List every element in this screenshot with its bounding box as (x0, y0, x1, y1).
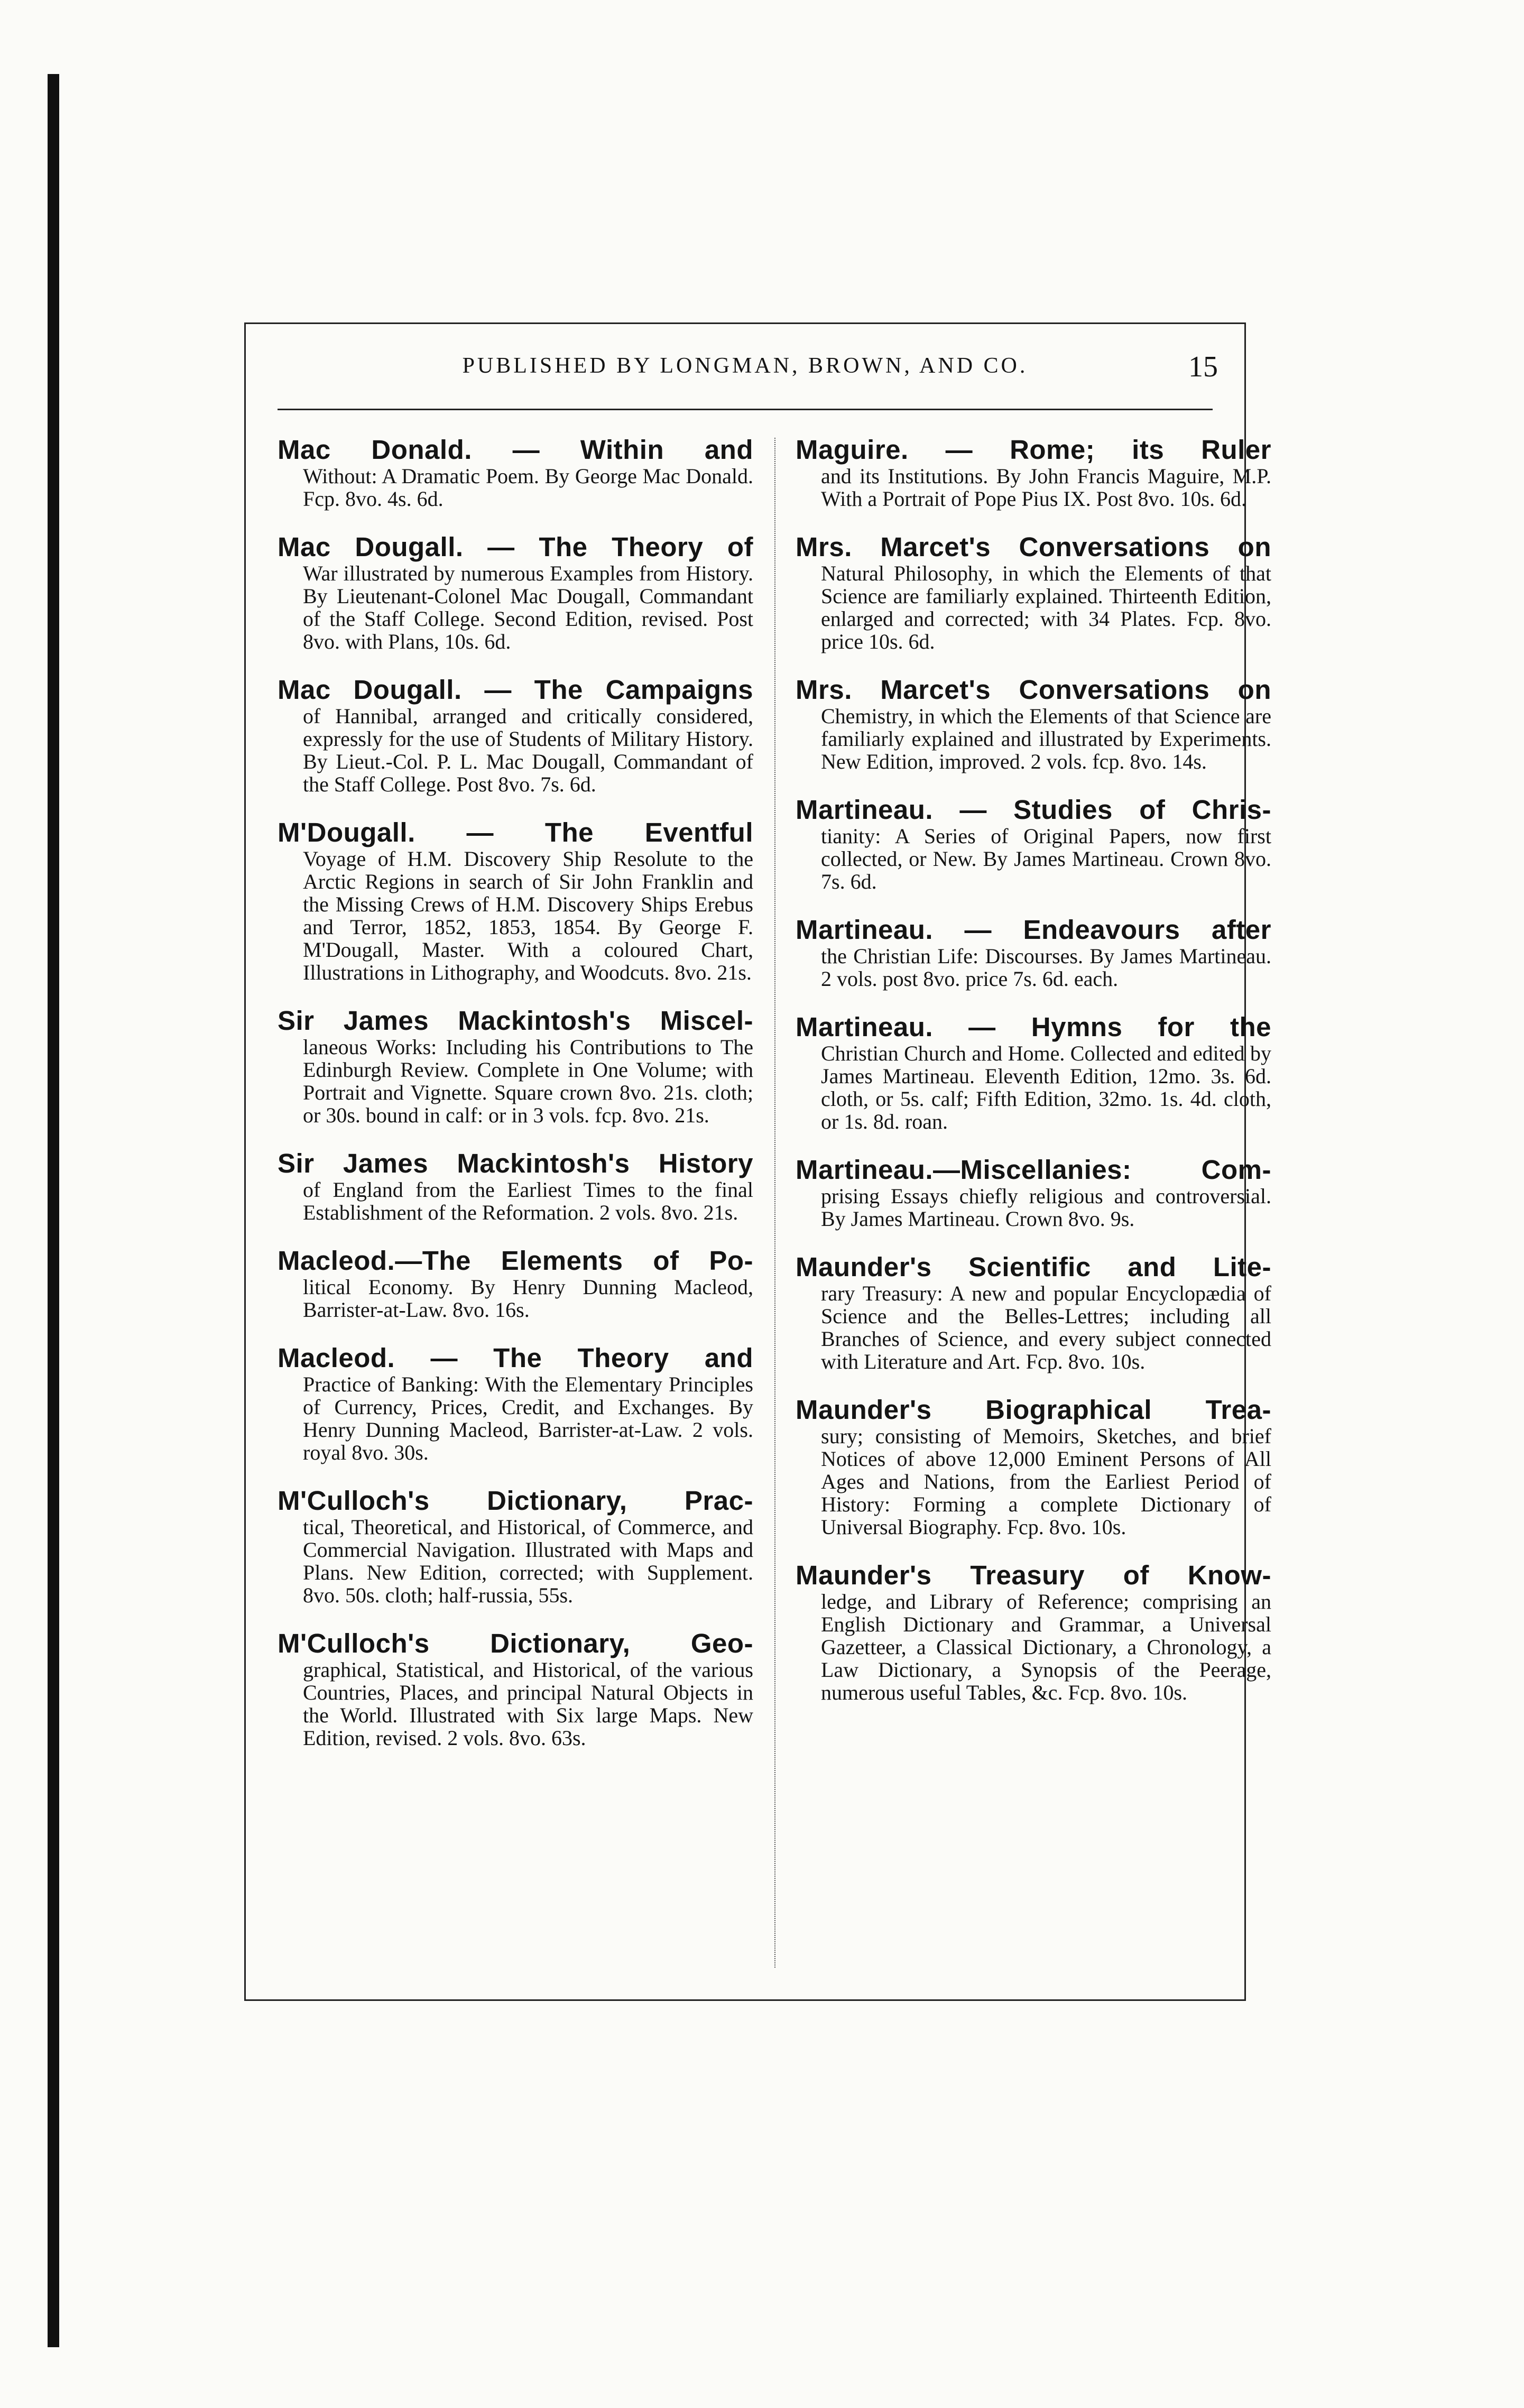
entry-heading: Mac Dougall. — The Campaigns (278, 675, 753, 705)
catalogue-entry (278, 1006, 753, 1127)
entry-text: the Christian Life: Discourses. By James Martineau. 2 vols. post 8vo. price 7s. 6d. each. (821, 944, 1271, 991)
entry-text: Chemistry, in which the Elements of that Science are familiarly explained and illustrated by Experiments. New Edition, improved. 2 vols. fcp. 8vo. 14s. (821, 704, 1271, 773)
scan-edge-shadow (48, 74, 59, 2347)
entry-text: prising Essays chiefly religious and controversial. By James Martineau. Crown 8vo. 9s. (821, 1184, 1271, 1231)
page-header (246, 350, 1244, 395)
entry-text: and its Institutions. By John Francis Maguire, M.P. With a Portrait of Pope Pius IX. Post 8vo. 10s. 6d. (821, 464, 1271, 511)
entry-text: Practice of Banking: With the Elementary Principles of Currency, Prices, Credit, and Exchanges. By Henry Dunning Macleod, Barrister-at-Law. 2 vols. royal 8vo. 30s. (303, 1372, 753, 1464)
left-column (278, 435, 753, 1772)
entry-heading: Maunder's Scientific and Lite- (796, 1252, 1271, 1282)
entry-text: Without: A Dramatic Poem. By George Mac Donald. Fcp. 8vo. 4s. 6d. (303, 464, 753, 511)
entry-text: sury; consisting of Memoirs, Sketches, and brief Notices of above 12,000 Eminent Persons of All Ages and Nations, from the Earliest Period of History: Forming a complete Dictionary of Universal Biography. Fcp. 8vo. 10s. (821, 1424, 1271, 1539)
entry-heading: Mac Donald. — Within and (278, 435, 753, 465)
catalogue-entry (278, 1343, 753, 1464)
entry-heading: Macleod.—The Elements of Po- (278, 1245, 753, 1276)
entry-heading: Martineau. — Hymns for the (796, 1012, 1271, 1042)
entry-text: litical Economy. By Henry Dunning Macleod, Barrister-at-Law. 8vo. 16s. (303, 1275, 753, 1322)
catalogue-entry (796, 1395, 1271, 1538)
entry-heading: Martineau.—Miscellanies: Com- (796, 1155, 1271, 1185)
entry-heading: Martineau. — Endeavours after (796, 915, 1271, 945)
catalogue-entry (796, 675, 1271, 773)
running-title: PUBLISHED BY LONGMAN, BROWN, AND CO. (462, 354, 1028, 378)
column-divider (774, 438, 775, 1968)
entry-heading: Martineau. — Studies of Chris- (796, 795, 1271, 825)
entry-heading: Sir James Mackintosh's Miscel- (278, 1005, 753, 1036)
entry-text: ledge, and Library of Reference; comprising an English Dictionary and Grammar, a Universal Gazetteer, a Classical Dictionary, a Chronology, a Law Dictionary, a Synopsis of the Peerage, numerous useful Tables, &c. Fcp. 8vo. 10s. (821, 1590, 1271, 1704)
catalogue-entry (796, 1561, 1271, 1704)
entry-heading: Maunder's Biographical Trea- (796, 1395, 1271, 1425)
catalogue-entry (278, 1246, 753, 1321)
header-rule (278, 409, 1213, 410)
catalogue-entry (278, 675, 753, 796)
entry-text: Natural Philosophy, in which the Elements of that Science are familiarly explained. Thirteenth Edition, enlarged and corrected; with 34 Plates. Fcp. 8vo. price 10s. 6d. (821, 561, 1271, 653)
catalogue-entry (278, 818, 753, 984)
entry-heading: Mrs. Marcet's Conversations on (796, 675, 1271, 705)
entry-heading: Mac Dougall. — The Theory of (278, 532, 753, 562)
catalogue-entry (796, 435, 1271, 510)
entry-text: tianity: A Series of Original Papers, now first collected, or New. By James Martineau. Crown 8vo. 7s. 6d. (821, 824, 1271, 893)
catalogue-entry (278, 435, 753, 510)
entry-text: of England from the Earliest Times to the final Establishment of the Reformation. 2 vols. 8vo. 21s. (303, 1178, 753, 1224)
entry-text: tical, Theoretical, and Historical, of Commerce, and Commercial Navigation. Illustrated with Maps and Plans. New Edition, corrected; with Supplement. 8vo. 50s. cloth; half-russia, 55s. (303, 1515, 753, 1607)
entry-text: laneous Works: Including his Contributions to The Edinburgh Review. Complete in One Volume; with Portrait and Vignette. Square crown 8vo. 21s. cloth; or 30s. bound in calf: or in 3 vols. fcp. 8vo. 21s. (303, 1035, 753, 1127)
entry-text: graphical, Statistical, and Historical, of the various Countries, Places, and principal Natural Objects in the World. Illustrated with Six large Maps. New Edition, revised. 2 vols. 8vo. 63s. (303, 1658, 753, 1750)
catalogue-entry (796, 1155, 1271, 1230)
entry-heading: Maunder's Treasury of Know- (796, 1560, 1271, 1590)
catalogue-entry (278, 532, 753, 653)
catalogue-entry (796, 532, 1271, 653)
catalogue-entry (278, 1149, 753, 1224)
entry-heading: M'Culloch's Dictionary, Geo- (278, 1628, 753, 1658)
entry-heading: Mrs. Marcet's Conversations on (796, 532, 1271, 562)
entry-heading: Maguire. — Rome; its Ruler (796, 435, 1271, 465)
page-number: 15 (1188, 350, 1218, 383)
entry-text: Voyage of H.M. Discovery Ship Resolute to the Arctic Regions in search of Sir John Franklin and the Missing Crews of H.M. Discovery Ships Erebus and Terror, 1852, 1853, 1854. By George F. M'Dougall, Master. With a coloured Chart, Illustrations in Lithography, and Woodcuts. 8vo. 21s. (303, 847, 753, 984)
entry-heading: Macleod. — The Theory and (278, 1343, 753, 1373)
entry-heading: M'Dougall. — The Eventful (278, 817, 753, 847)
entry-heading: Sir James Mackintosh's History (278, 1148, 753, 1178)
entry-text: of Hannibal, arranged and critically considered, expressly for the use of Students of Military History. By Lieut.-Col. P. L. Mac Dougall, Commandant of the Staff College. Post 8vo. 7s. 6d. (303, 704, 753, 796)
catalogue-entry (278, 1486, 753, 1607)
entry-text: Christian Church and Home. Collected and edited by James Martineau. Eleventh Edition, 12mo. 3s. 6d. cloth, or 5s. calf; Fifth Edition, 32mo. 1s. 4d. cloth, or 1s. 8d. roan. (821, 1041, 1271, 1133)
catalogue-entry (278, 1629, 753, 1749)
right-column (796, 435, 1271, 1726)
catalogue-entry (796, 1252, 1271, 1373)
catalogue-entry (796, 1012, 1271, 1133)
catalogue-entry (796, 795, 1271, 893)
entry-text: rary Treasury: A new and popular Encyclopædia of Science and the Belles-Lettres; including all Branches of Science, and every subject connected with Literature and Art. Fcp. 8vo. 10s. (821, 1281, 1271, 1373)
entry-text: War illustrated by numerous Examples from History. By Lieutenant-Colonel Mac Dougall, Commandant of the Staff College. Second Edition, revised. Post 8vo. with Plans, 10s. 6d. (303, 561, 753, 653)
catalogue-entry (796, 915, 1271, 990)
page-frame (244, 322, 1271, 2001)
entry-heading: M'Culloch's Dictionary, Prac- (278, 1486, 753, 1516)
